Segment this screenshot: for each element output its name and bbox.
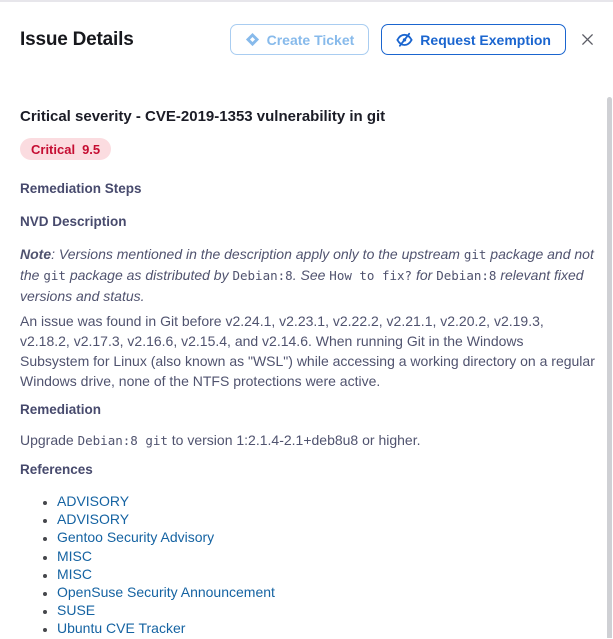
reference-link[interactable]: MISC	[57, 565, 92, 582]
severity-badge-row	[20, 138, 595, 160]
reference-item	[57, 565, 595, 583]
nvd-description-paragraph: An issue was found in Git before v2.24.1, v2.23.1, v2.22.2, v2.21.1, v2.20.2, v2.19.3, v2.18.2, v2.17.3, v2.16.6, v2.15.4, and v2.14.6. When running Git in the Windows Subsystem for Linux (also known as "WSL") while accessing a working directory on a regular Windows drive, none of the NTFS protections were active.	[20, 313, 595, 389]
severity-label: Critical	[31, 141, 76, 157]
reference-link[interactable]: ADVISORY	[57, 511, 130, 528]
nvd-description-heading: NVD Description	[20, 214, 127, 229]
panel-title: Issue Details	[20, 28, 134, 50]
request-exemption-label: Request Exemption	[420, 31, 551, 48]
nvd-note-paragraph: Note: Versions mentioned in the description apply only to the upstream git package and not the git package as distributed by Debian:8. See How to fix? for Debian:8 relevant fixed versions and status.	[20, 246, 594, 304]
create-ticket-label: Create Ticket	[266, 31, 355, 48]
issue-content	[0, 107, 613, 638]
issue-title: Critical severity - CVE-2019-1353 vulnerability in git	[20, 108, 386, 125]
reference-item	[57, 601, 595, 619]
create-ticket-button[interactable]	[230, 24, 370, 55]
reference-item	[57, 492, 595, 510]
reference-item	[57, 583, 595, 601]
severity-score: 9.5	[82, 141, 101, 157]
code-debian: Debian:8	[232, 268, 293, 283]
ticket-diamond-icon	[245, 32, 260, 47]
reference-link[interactable]: MISC	[57, 547, 92, 564]
scrollbar-thumb[interactable]	[607, 97, 612, 638]
code-git: git	[43, 268, 66, 283]
reference-item	[57, 510, 595, 528]
references-list	[20, 492, 595, 638]
severity-badge	[20, 138, 111, 160]
reference-link[interactable]: Gentoo Security Advisory	[57, 529, 215, 546]
request-exemption-button[interactable]	[381, 24, 566, 55]
reference-link[interactable]: Ubuntu CVE Tracker	[57, 620, 186, 637]
code-debian-git: Debian:8 git	[77, 433, 168, 448]
references-heading: References	[20, 462, 93, 477]
code-how-to-fix: How to fix?	[329, 268, 413, 283]
reference-item	[57, 619, 595, 637]
reference-link[interactable]: OpenSuse Security Announcement	[57, 584, 275, 601]
panel-header	[0, 2, 613, 55]
remediation-heading: Remediation	[20, 402, 102, 417]
close-button[interactable]	[576, 28, 599, 51]
reference-link[interactable]: SUSE	[57, 602, 96, 619]
code-git: git	[463, 247, 487, 262]
eye-slash-icon	[396, 31, 413, 48]
issue-details-panel	[0, 2, 613, 638]
close-icon	[580, 32, 595, 47]
reference-link[interactable]: ADVISORY	[57, 493, 130, 509]
reference-item	[57, 547, 595, 565]
remediation-steps-heading: Remediation Steps	[20, 181, 142, 196]
code-debian: Debian:8	[436, 268, 497, 283]
note-prefix: Note	[20, 246, 52, 262]
remediation-paragraph: Upgrade Debian:8 git to version 1:2.1.4-2.1+deb8u8 or higher.	[20, 432, 421, 448]
reference-item	[57, 528, 595, 546]
